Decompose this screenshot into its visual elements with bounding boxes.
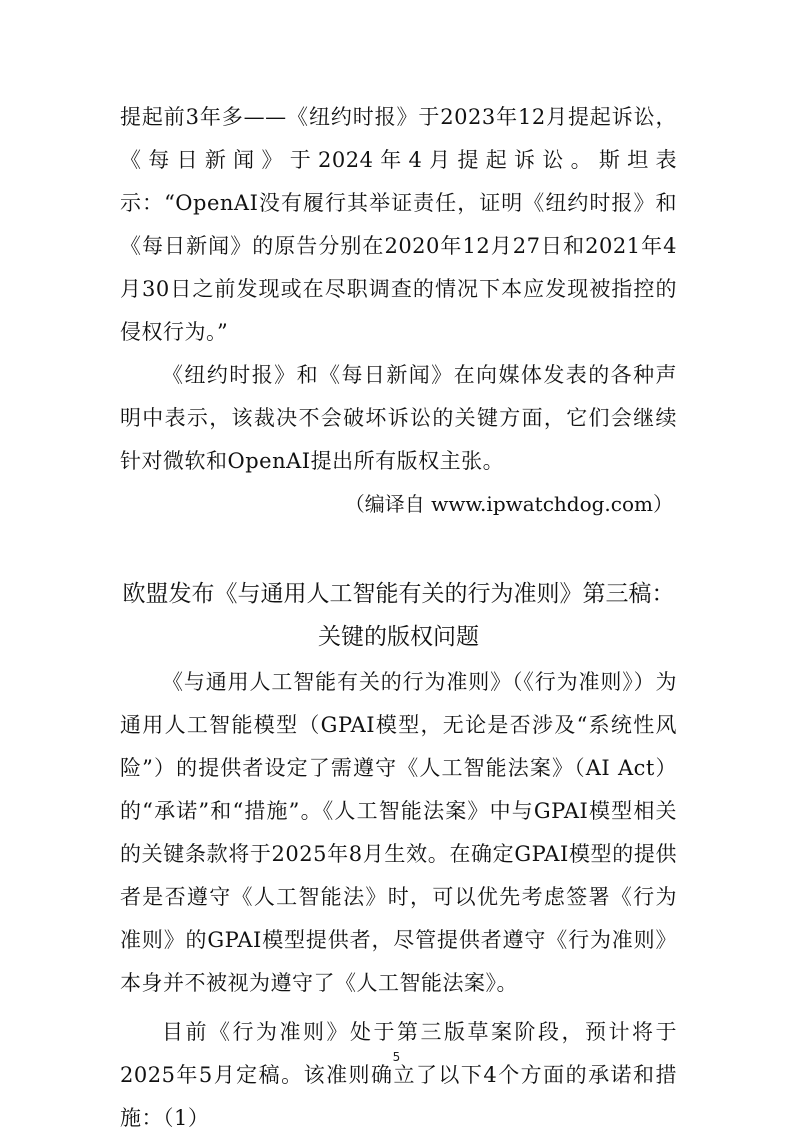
article-paragraph-1: 《与通用人工智能有关的行为准则》（《行为准则》）为通用人工智能模型（GPAI模型，无论是否涉及“系统性风险”）的提供者设定了需遵守《人工智能法案》（AI Act）的“承诺”和“措施”。《人工智能法案》中与GPAI模型相关的关键条款将于2025年8月生效。在确定GPAI模型的提供者是否遵守《人工智能法》时，可以优先考虑签署《行为准则》的GPAI模型提供者，尽管提供者遵守《行为准则》本身并不被视为遵守了《人工智能法案》。 (120, 670, 677, 995)
article-title-line-2: 关键的版权问题 (318, 624, 479, 650)
article-title (120, 573, 677, 659)
continued-paragraph-2: 《纽约时报》和《每日新闻》在向媒体发表的各种声明中表示，该裁决不会破坏诉讼的关键方面，它们会继续针对微软和OpenAI提出所有版权主张。 (120, 363, 677, 473)
page-content (120, 96, 677, 1140)
continued-paragraph-1: 提起前3年多——《纽约时报》于2023年12月提起诉讼，《每日新闻》于2024年4月提起诉讼。斯坦表示：“OpenAI没有履行其举证责任，证明《纽约时报》和《每日新闻》的原告分别在2020年12月27日和2021年4月30日之前发现或在尽职调查的情况下本应发现被指控的侵权行为。” (120, 105, 677, 344)
source-citation: （编译自 www.ipwatchdog.com） (344, 492, 673, 516)
page-number: 5 (392, 1050, 401, 1064)
article-paragraph-2: 目前《行为准则》处于第三版草案阶段，预计将于2025年5月定稿。该准则确立了以下4个方面的承诺和措施：（1） (120, 1020, 677, 1130)
article-title-line-1: 欧盟发布《与通用人工智能有关的行为准则》第三稿： (122, 581, 675, 607)
